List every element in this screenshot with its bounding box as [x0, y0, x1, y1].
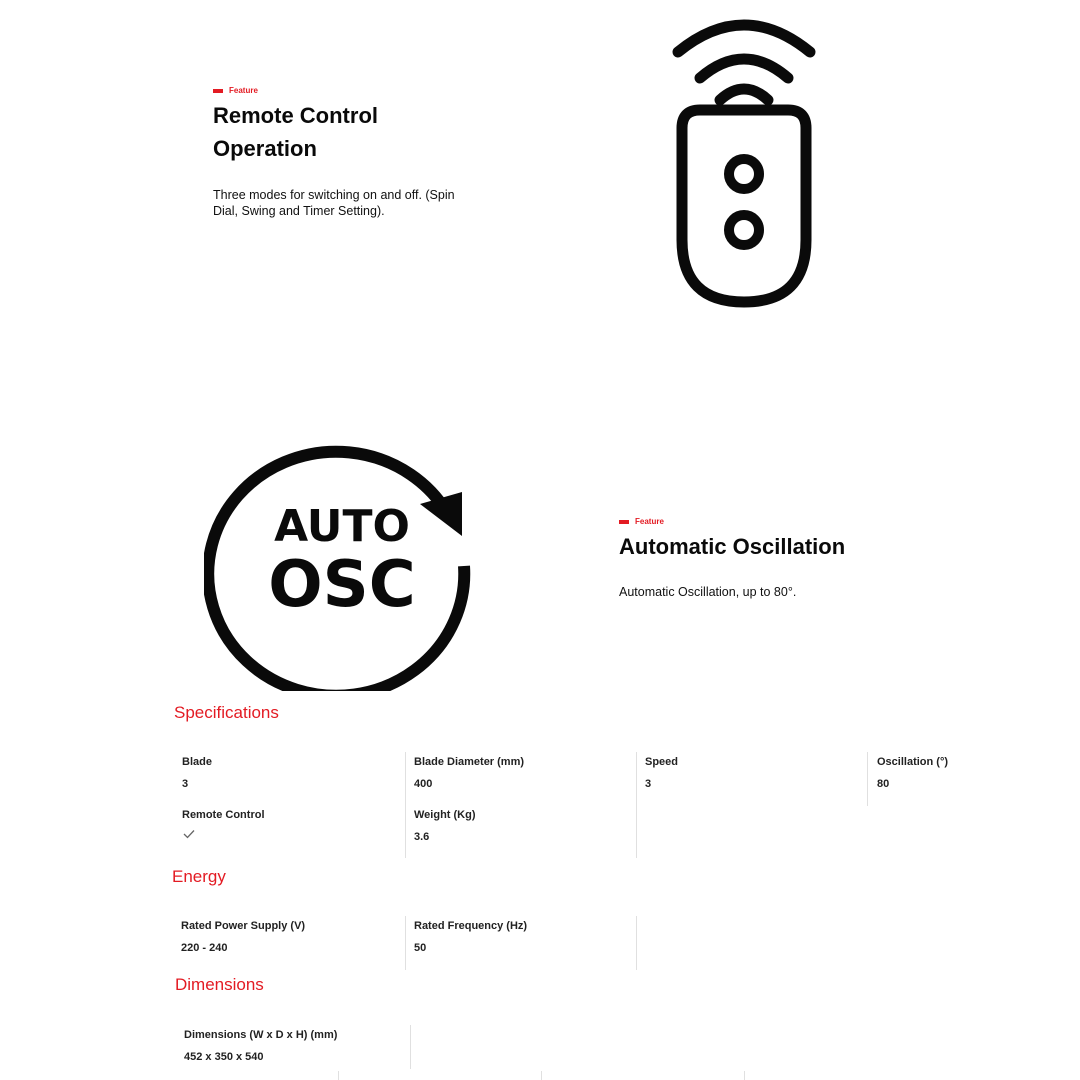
- spec-speed: [645, 755, 678, 791]
- auto-osc-icon: [204, 436, 479, 691]
- divider: [744, 1071, 745, 1080]
- divider: [636, 916, 637, 970]
- divider: [541, 1071, 542, 1080]
- spec-value: 80: [877, 778, 890, 790]
- spec-value: 452 x 350 x 540: [184, 1051, 264, 1063]
- spec-label: Dimensions (W x D x H) (mm): [184, 1029, 338, 1041]
- energy-heading: Energy: [172, 867, 226, 886]
- divider: [405, 752, 406, 858]
- divider: [636, 752, 637, 858]
- auto-osc-text-line2: OSC: [268, 548, 416, 622]
- feature-automatic-oscillation: [619, 517, 939, 600]
- tag-bar: [619, 520, 629, 524]
- feature-title: Automatic Oscillation: [619, 534, 846, 559]
- spec-label: Remote Control: [182, 809, 265, 821]
- feature-tag: [619, 517, 939, 526]
- feature-title-line1: Remote Control: [213, 103, 378, 128]
- feature-title: [213, 99, 513, 165]
- energy-rated-power-supply: [181, 919, 305, 955]
- feature-description: [213, 187, 513, 219]
- divider: [338, 1071, 339, 1080]
- feature-remote-control: [213, 86, 513, 219]
- feature-desc-line2: Dial, Swing and Timer Setting).: [213, 204, 385, 218]
- dimensions-heading: Dimensions: [175, 975, 264, 994]
- spec-blade-diameter: [414, 755, 524, 791]
- spec-value: 3.6: [414, 831, 430, 843]
- spec-remote-control: [182, 808, 265, 840]
- divider: [867, 752, 868, 806]
- auto-osc-text-line1: AUTO: [274, 501, 410, 552]
- spec-label: Weight (Kg): [414, 809, 476, 821]
- spec-label: Oscillation (°): [877, 756, 949, 768]
- specifications-heading: Specifications: [174, 703, 279, 722]
- spec-weight: [414, 808, 476, 844]
- feature-description: Automatic Oscillation, up to 80°.: [619, 585, 797, 599]
- feature-tag-label: Feature: [635, 517, 664, 526]
- spec-value: 3: [645, 778, 652, 790]
- spec-oscillation: [877, 755, 948, 791]
- dimensions-wdh: [184, 1028, 337, 1064]
- spec-blade: [182, 755, 212, 791]
- energy-rated-frequency: [414, 919, 527, 955]
- tag-bar: [213, 89, 223, 93]
- check-icon: [182, 828, 265, 840]
- spec-label: Blade: [182, 756, 212, 768]
- divider: [405, 916, 406, 970]
- feature-tag-label: Feature: [229, 86, 258, 95]
- spec-value: 50: [414, 942, 427, 954]
- spec-value: 400: [414, 778, 433, 790]
- spec-value: 220 - 240: [181, 942, 228, 954]
- spec-label: Rated Power Supply (V): [181, 920, 306, 932]
- remote-control-icon: [664, 10, 824, 310]
- spec-label: Speed: [645, 756, 679, 768]
- spec-label: Rated Frequency (Hz): [414, 920, 528, 932]
- feature-desc-line1: Three modes for switching on and off. (Spin: [213, 188, 455, 202]
- feature-tag: [213, 86, 513, 95]
- spec-label: Blade Diameter (mm): [414, 756, 525, 768]
- feature-title-line2: Operation: [213, 136, 317, 161]
- divider: [410, 1025, 411, 1069]
- spec-value: 3: [182, 778, 189, 790]
